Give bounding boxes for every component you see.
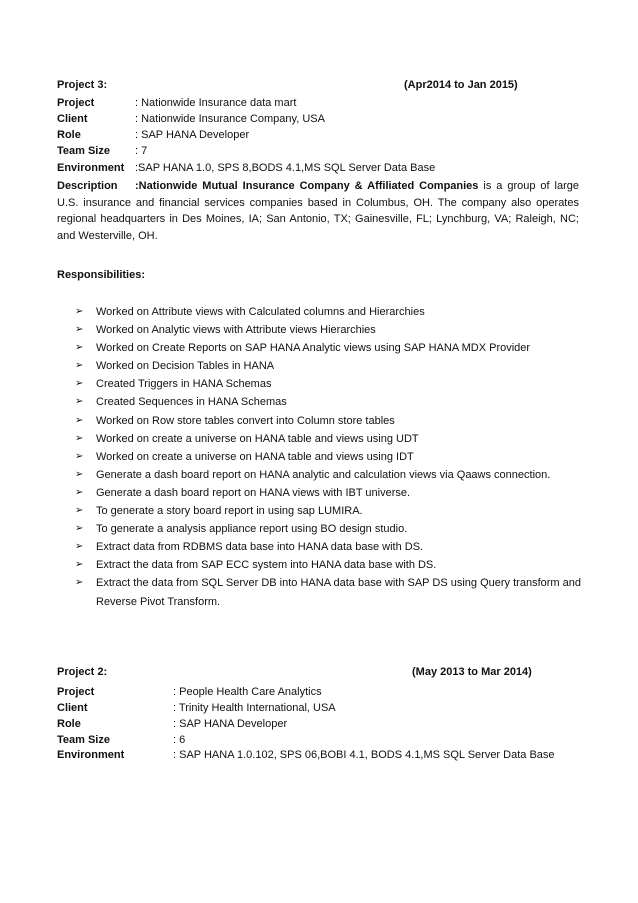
list-item-text: Worked on Attribute views with Calculated columns and Hierarchies — [96, 306, 425, 318]
project2-project-value: : People Health Care Analytics — [173, 686, 322, 698]
list-item-text: Extract the data from SQL Server DB into HANA data base with SAP DS using Query transform and Reverse Pivot Transform. — [96, 577, 581, 608]
project3-period: (Apr2014 to Jan 2015) — [404, 79, 518, 91]
project2-environment-label: Environment — [57, 749, 125, 761]
arrow-bullet-icon: ➢ — [75, 396, 84, 408]
list-item — [75, 375, 581, 393]
arrow-bullet-icon: ➢ — [75, 559, 84, 571]
list-item-text: Worked on Analytic views with Attribute views Hierarchies — [96, 324, 376, 337]
arrow-bullet-icon: ➢ — [75, 414, 84, 426]
arrow-bullet-icon: ➢ — [75, 450, 84, 462]
project2-heading: Project 2: — [57, 666, 108, 678]
list-item-text: Extract the data from SAP ECC system into HANA data base with DS. — [96, 559, 437, 572]
project3-description — [57, 178, 579, 244]
list-item-text: Worked on Row store tables convert into Column store tables — [96, 414, 395, 427]
list-item — [75, 556, 581, 574]
arrow-bullet-icon: ➢ — [75, 306, 84, 317]
list-item — [75, 393, 581, 411]
project2-environment-value: : SAP HANA 1.0.102, SPS 06,BOBI 4.1, BODS 4.1,MS SQL Server Data Base — [173, 749, 555, 761]
list-item-text: Worked on Create Reports on SAP HANA Analytic views using SAP HANA MDX Provider — [96, 342, 531, 355]
project2-teamsize-value: : 6 — [173, 734, 186, 746]
project2-client-value: : Trinity Health International, USA — [173, 702, 336, 714]
arrow-bullet-icon: ➢ — [75, 486, 84, 498]
list-item-text: Extract data from RDBMS data base into HANA data base with DS. — [96, 541, 424, 554]
project3-environment-value: :SAP HANA 1.0, SPS 8,BODS 4.1,MS SQL Server Data Base — [135, 162, 436, 174]
project2-project-label: Project — [57, 686, 95, 698]
list-item-text: Created Triggers in HANA Schemas — [96, 378, 272, 391]
arrow-bullet-icon: ➢ — [75, 360, 84, 372]
project2-period: (May 2013 to Mar 2014) — [412, 666, 532, 678]
arrow-bullet-icon: ➢ — [75, 577, 84, 589]
list-item — [75, 466, 581, 484]
project2-teamsize-label: Team Size — [57, 734, 110, 746]
project3-teamsize-value: : 7 — [135, 145, 148, 157]
list-item — [75, 339, 581, 357]
arrow-bullet-icon: ➢ — [75, 324, 84, 336]
list-item — [75, 574, 581, 610]
list-item-text: Worked on create a universe on HANA table and views using UDT — [96, 432, 419, 445]
project3-heading: Project 3: — [57, 79, 108, 91]
arrow-bullet-icon: ➢ — [75, 541, 84, 553]
list-item — [75, 484, 581, 502]
list-item-text: To generate a analysis appliance report using BO design studio. — [96, 523, 408, 536]
arrow-bullet-icon: ➢ — [75, 523, 84, 535]
list-item — [75, 538, 581, 556]
project3-environment-label: Environment — [57, 162, 125, 174]
responsibilities-list — [75, 303, 581, 611]
project2-role-value: : SAP HANA Developer — [173, 718, 288, 730]
arrow-bullet-icon: ➢ — [75, 342, 84, 354]
list-item — [75, 357, 581, 375]
project3-role-value: : SAP HANA Developer — [135, 129, 250, 141]
list-item — [75, 502, 581, 520]
project3-role-label: Role — [57, 129, 81, 141]
list-item-text: Generate a dash board report on HANA views with IBT universe. — [96, 486, 411, 499]
responsibilities-heading: Responsibilities: — [57, 269, 146, 281]
project2-client-label: Client — [57, 702, 88, 714]
list-item-text: To generate a story board report in using sap LUMIRA. — [96, 505, 363, 518]
project3-teamsize-label: Team Size — [57, 145, 110, 157]
project3-project-label: Project — [57, 97, 95, 109]
project3-project-value: : Nationwide Insurance data mart — [135, 97, 297, 109]
list-item — [75, 520, 581, 538]
arrow-bullet-icon: ➢ — [75, 432, 84, 444]
description-company: :Nationwide Mutual Insurance Company & Affiliated Companies — [135, 180, 479, 192]
list-item — [75, 303, 581, 321]
list-item-text: Worked on create a universe on HANA table and views using IDT — [96, 450, 414, 463]
project3-client-label: Client — [57, 113, 88, 125]
arrow-bullet-icon: ➢ — [75, 505, 84, 517]
list-item-text: Worked on Decision Tables in HANA — [96, 360, 275, 373]
list-item — [75, 412, 581, 430]
arrow-bullet-icon: ➢ — [75, 378, 84, 390]
list-item — [75, 430, 581, 448]
list-item — [75, 448, 581, 466]
list-item — [75, 321, 581, 339]
description-text: is a group of large U.S. insurance and financial services companies based in Columbus, OH. The company also operates regional headquarters in Des Moines, IA; San Antonio, TX; Gainesville, FL; Lynchburg, VA; Raleigh, NC; and Westerville, OH. — [57, 180, 579, 242]
project3-client-value: : Nationwide Insurance Company, USA — [135, 113, 325, 125]
project2-role-label: Role — [57, 718, 81, 730]
list-item-text: Created Sequences in HANA Schemas — [96, 396, 287, 409]
arrow-bullet-icon: ➢ — [75, 468, 84, 480]
list-item-text: Generate a dash board report on HANA analytic and calculation views via Qaaws connection. — [96, 468, 551, 481]
description-label: Description — [57, 180, 118, 192]
